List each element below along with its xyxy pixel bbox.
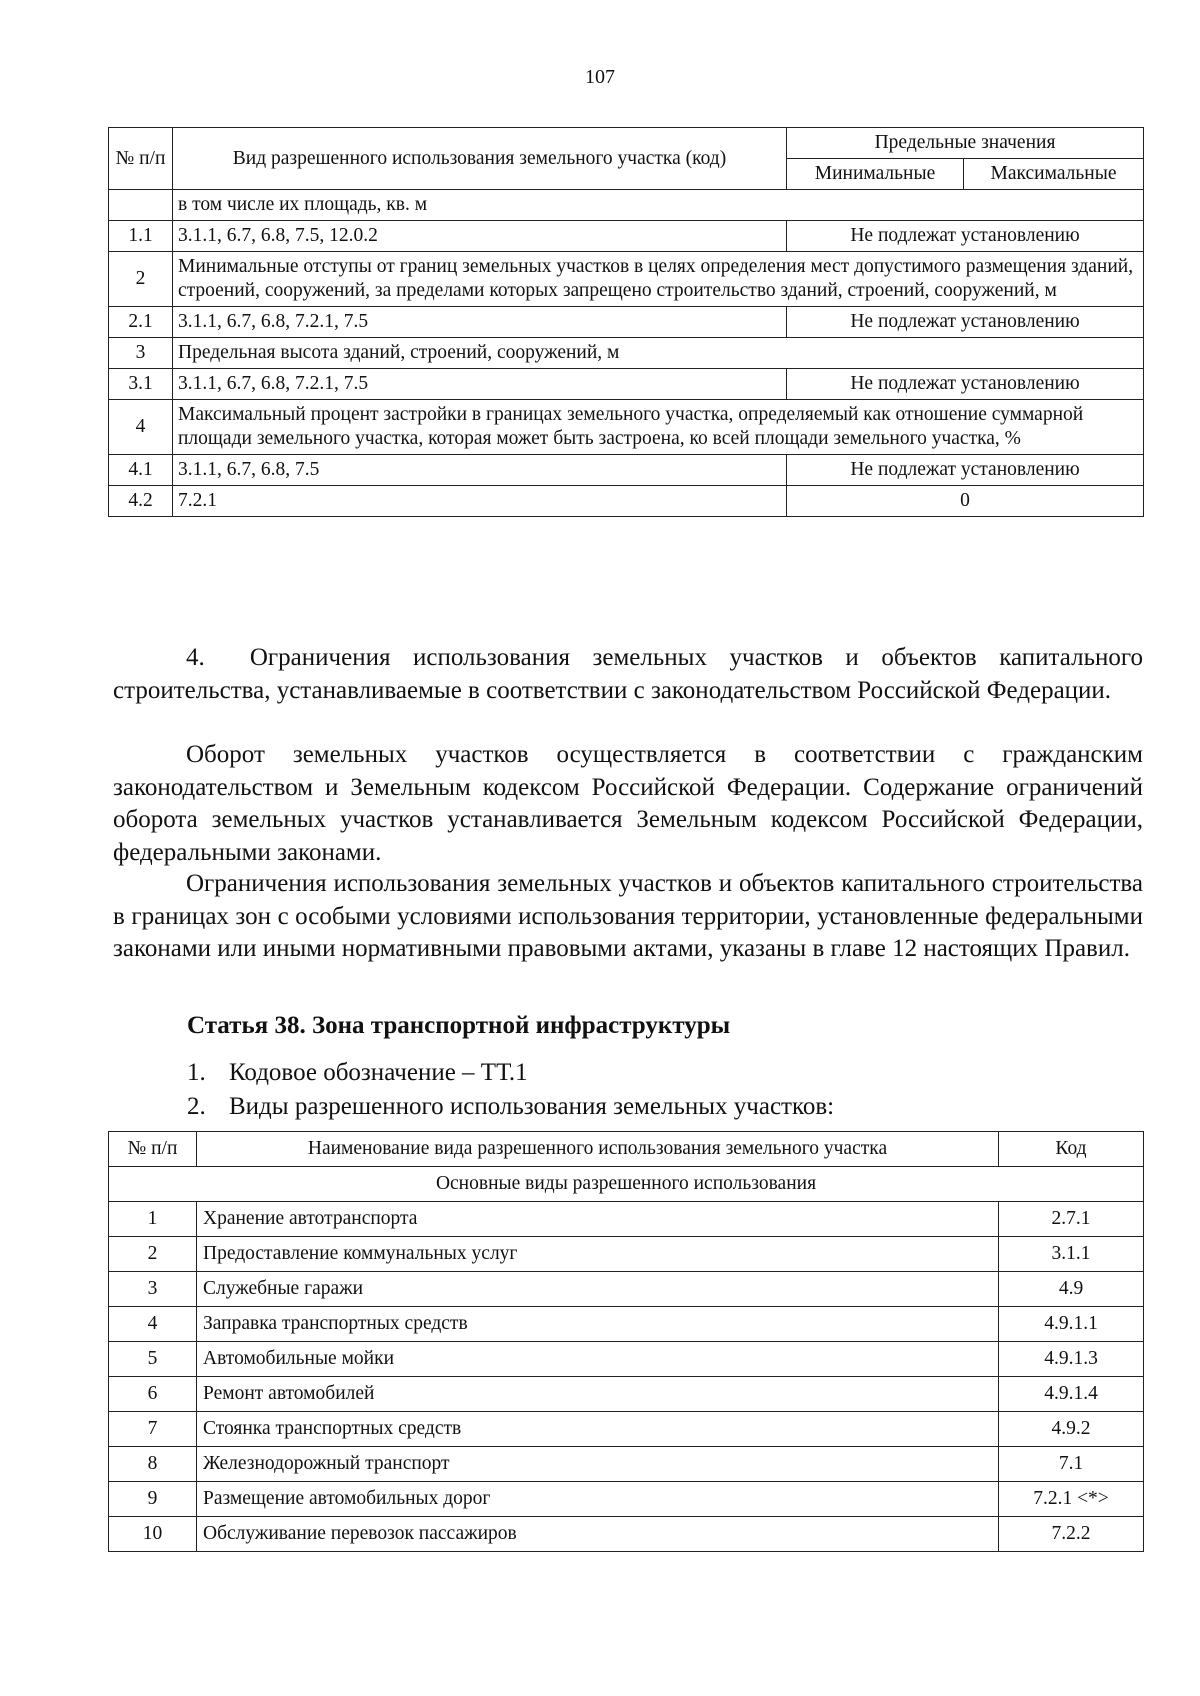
use-name: Хранение автотранспорта bbox=[197, 1202, 999, 1237]
use-num: 9 bbox=[109, 1482, 197, 1517]
row-text: в том числе их площадь, кв. м bbox=[173, 190, 1144, 221]
use-num: 10 bbox=[109, 1517, 197, 1552]
use-num: 1 bbox=[109, 1202, 197, 1237]
use-name: Предоставление коммунальных услуг bbox=[197, 1237, 999, 1272]
limits-header-min: Минимальные bbox=[787, 159, 964, 190]
table-row bbox=[109, 307, 1144, 338]
uses-header-code: Код bbox=[999, 1132, 1144, 1167]
row-num: 4.1 bbox=[109, 455, 173, 486]
use-code: 4.9.1.1 bbox=[999, 1307, 1144, 1342]
table-row bbox=[109, 1412, 1144, 1447]
use-name: Обслуживание перевозок пассажиров bbox=[197, 1517, 999, 1552]
table-row bbox=[109, 190, 1144, 221]
table-row bbox=[109, 1237, 1144, 1272]
table-row bbox=[109, 1272, 1144, 1307]
row-codes: 3.1.1, 6.7, 6.8, 7.5 bbox=[173, 455, 787, 486]
row-text: Предельная высота зданий, строений, сооружений, м bbox=[173, 338, 1144, 369]
row-num: 1.1 bbox=[109, 221, 173, 252]
paragraph-restrictions: 4. Ограничения использования земельных участков и объектов капитального строительства, устанавливаемые в соответствии с законодательством Российской Федерации. bbox=[113, 644, 1143, 704]
table-row bbox=[109, 221, 1144, 252]
row-value: Не подлежат установлению bbox=[787, 307, 1144, 338]
limits-header-max: Максимальные bbox=[964, 159, 1144, 190]
row-value: 0 bbox=[787, 486, 1144, 517]
use-name: Размещение автомобильных дорог bbox=[197, 1482, 999, 1517]
table-row bbox=[109, 455, 1144, 486]
list-item-number: 1. bbox=[187, 1059, 206, 1086]
use-name: Служебные гаражи bbox=[197, 1272, 999, 1307]
use-name: Ремонт автомобилей bbox=[197, 1377, 999, 1412]
use-num: 6 bbox=[109, 1377, 197, 1412]
use-name: Заправка транспортных средств bbox=[197, 1307, 999, 1342]
table-row bbox=[109, 338, 1144, 369]
row-codes: 7.2.1 bbox=[173, 486, 787, 517]
use-num: 7 bbox=[109, 1412, 197, 1447]
list-item bbox=[187, 1059, 528, 1087]
table-row bbox=[109, 1202, 1144, 1237]
row-num: 2.1 bbox=[109, 307, 173, 338]
uses-header-num: № п/п bbox=[109, 1132, 197, 1167]
use-code: 2.7.1 bbox=[999, 1202, 1144, 1237]
table-row bbox=[109, 1517, 1144, 1552]
use-num: 2 bbox=[109, 1237, 197, 1272]
table-row bbox=[109, 486, 1144, 517]
use-code: 7.1 bbox=[999, 1447, 1144, 1482]
row-num: 3.1 bbox=[109, 369, 173, 400]
list-item-text: Виды разрешенного использования земельных участков: bbox=[229, 1093, 835, 1120]
use-name: Стоянка транспортных средств bbox=[197, 1412, 999, 1447]
use-code: 3.1.1 bbox=[999, 1237, 1144, 1272]
table-row bbox=[109, 369, 1144, 400]
list-item-number: 2. bbox=[187, 1093, 206, 1120]
table-row bbox=[109, 1377, 1144, 1412]
uses-table bbox=[108, 1131, 1144, 1552]
page-number: 107 bbox=[585, 66, 615, 88]
table-row bbox=[109, 1447, 1144, 1482]
use-code: 4.9.1.3 bbox=[999, 1342, 1144, 1377]
row-text: Максимальный процент застройки в границах земельного участка, определяемый как отношение суммарной площади земельного участка, которая может быть застроена, ко всей площади земельного участка, % bbox=[173, 400, 1144, 455]
row-codes: 3.1.1, 6.7, 6.8, 7.2.1, 7.5 bbox=[173, 369, 787, 400]
limits-table bbox=[108, 127, 1144, 517]
row-num: 4.2 bbox=[109, 486, 173, 517]
list-item bbox=[187, 1093, 834, 1121]
paragraph-turnover: Оборот земельных участков осуществляется в соответствии с гражданским законодательством и Земельным кодексом Российской Федерации. Содержание ограничений оборота земельных участков устанавливается Земельным кодексом Российской Федерации, федеральными законами. bbox=[113, 741, 1143, 866]
use-num: 4 bbox=[109, 1307, 197, 1342]
use-code: 4.9 bbox=[999, 1272, 1144, 1307]
use-num: 5 bbox=[109, 1342, 197, 1377]
row-num: 3 bbox=[109, 338, 173, 369]
use-name: Автомобильные мойки bbox=[197, 1342, 999, 1377]
row-value: Не подлежат установлению bbox=[787, 369, 1144, 400]
row-num: 4 bbox=[109, 400, 173, 455]
table-row bbox=[109, 1342, 1144, 1377]
table-row bbox=[109, 1307, 1144, 1342]
use-num: 8 bbox=[109, 1447, 197, 1482]
table-row bbox=[109, 1482, 1144, 1517]
row-codes: 3.1.1, 6.7, 6.8, 7.5, 12.0.2 bbox=[173, 221, 787, 252]
row-num bbox=[109, 190, 173, 221]
table-row bbox=[109, 400, 1144, 455]
limits-header-use: Вид разрешенного использования земельного участка (код) bbox=[173, 128, 787, 190]
paragraph-zones: Ограничения использования земельных участков и объектов капитального строительства в границах зон с особыми условиями использования территории, установленные федеральными законами или иными нормативными правовыми актами, указаны в главе 12 настоящих Правил. bbox=[113, 870, 1143, 962]
use-name: Железнодорожный транспорт bbox=[197, 1447, 999, 1482]
row-value: Не подлежат установлению bbox=[787, 455, 1144, 486]
limits-header-limits: Предельные значения bbox=[787, 128, 1144, 159]
row-num: 2 bbox=[109, 252, 173, 307]
uses-section-title: Основные виды разрешенного использования bbox=[109, 1167, 1144, 1202]
use-num: 3 bbox=[109, 1272, 197, 1307]
list-item-text: Кодовое обозначение – ТТ.1 bbox=[229, 1059, 528, 1086]
use-code: 7.2.1 <*> bbox=[999, 1482, 1144, 1517]
uses-header-name: Наименование вида разрешенного использования земельного участка bbox=[197, 1132, 999, 1167]
row-codes: 3.1.1, 6.7, 6.8, 7.2.1, 7.5 bbox=[173, 307, 787, 338]
limits-header-num: № п/п bbox=[109, 128, 173, 190]
row-value: Не подлежат установлению bbox=[787, 221, 1144, 252]
use-code: 4.9.1.4 bbox=[999, 1377, 1144, 1412]
use-code: 7.2.2 bbox=[999, 1517, 1144, 1552]
row-text: Минимальные отступы от границ земельных участков в целях определения мест допустимого размещения зданий, строений, сооружений, за пределами которых запрещено строительство зданий, строений, сооружений, м bbox=[173, 252, 1144, 307]
article-heading: Статья 38. Зона транспортной инфраструктуры bbox=[187, 1012, 731, 1039]
table-row bbox=[109, 252, 1144, 307]
use-code: 4.9.2 bbox=[999, 1412, 1144, 1447]
